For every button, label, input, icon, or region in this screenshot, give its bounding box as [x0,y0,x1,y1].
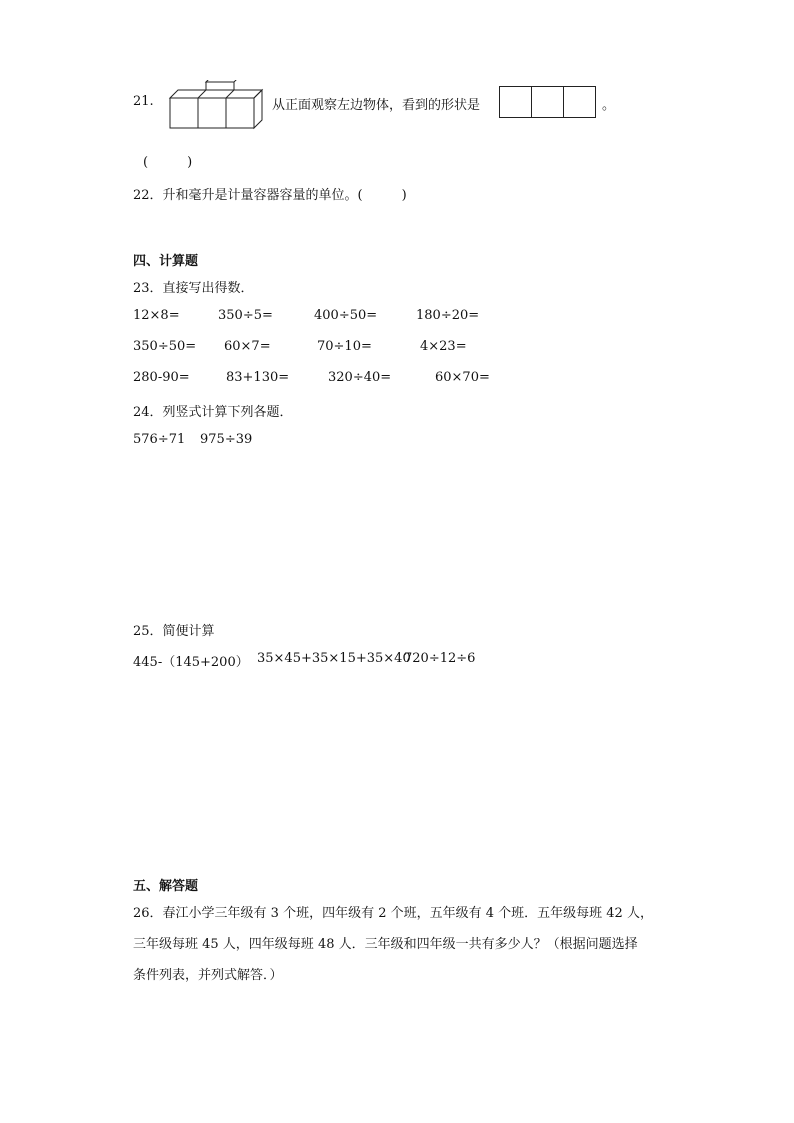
answer-box [563,86,596,118]
calc-item: 445-（145+200） [133,655,249,670]
answer-shape-boxes [500,86,596,118]
calc-item: 12×8= [133,308,180,323]
calc-item: 975÷39 [200,432,253,447]
q26-line: 条件列表，并列式解答．） [133,968,283,983]
section4-title: 四、计算题 [133,254,199,269]
section5-title: 五、解答题 [133,879,199,894]
calc-item: 576÷71 [133,432,186,447]
calc-item: 83+130= [226,370,290,385]
q21-number: 21. [133,94,154,109]
q22-text: 22．升和毫升是计量容器容量的单位。( ) [133,188,407,203]
q26-line: 26．春江小学三年级有 3 个班，四年级有 2 个班，五年级有 4 个班．五年级每班 42 人， [133,906,653,921]
cube-figure [168,80,264,130]
calc-item: 180÷20= [416,308,480,323]
calc-item: 720÷12÷6 [404,651,476,666]
calc-item: 60×70= [435,370,490,385]
q26-line: 三年级每班 45 人，四年级每班 48 人．三年级和四年级一共有多少人？（根据问题选择 [133,937,638,952]
q21-end: 。 [602,98,616,113]
calc-item: 350÷50= [133,339,197,354]
q24-text: 24．列竖式计算下列各题． [133,405,293,420]
calc-item: 350÷5= [218,308,273,323]
calc-item: 280-90= [133,370,190,385]
calc-item: 4×23= [420,339,467,354]
calc-item: 400÷50= [314,308,378,323]
calc-item: 320÷40= [328,370,392,385]
q21-text: 从正面观察左边物体，看到的形状是 [272,98,481,113]
q25-text: 25．简便计算 [133,624,215,639]
q23-text: 23．直接写出得数． [133,281,254,296]
answer-box [499,86,532,118]
answer-box [531,86,564,118]
calc-item: 70÷10= [317,339,372,354]
q21-paren: ( ) [143,155,193,170]
calc-item: 35×45+35×15+35×40 [257,651,411,666]
calc-item: 60×7= [224,339,271,354]
